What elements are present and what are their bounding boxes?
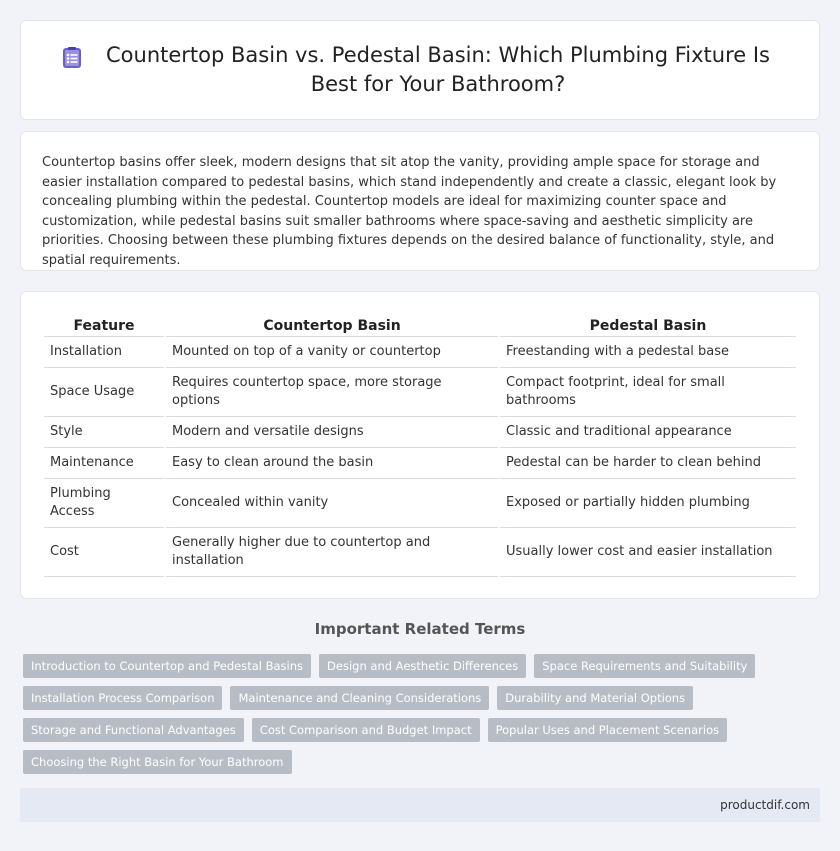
row-feature: Maintenance	[44, 448, 164, 479]
row-pedestal: Compact footprint, ideal for small bathrooms	[500, 368, 796, 417]
row-pedestal: Classic and traditional appearance	[500, 417, 796, 448]
related-terms-title: Important Related Terms	[314, 620, 526, 638]
intro-paragraph: Countertop basins offer sleek, modern designs that sit atop the vanity, providing ample space for storage and easier installation compared to pedestal basins, which stand independently and create a classic, elegant look by concealing plumbing within the pedestal. Countertop models are ideal for maximizing counter space and customization, while pedestal basins suit smaller bathrooms where space-saving and aesthetic simplicity are priorities. Choosing between these plumbing fixtures depends on the desired balance of functionality, style, and spatial requirements.	[42, 155, 777, 268]
table-header-row	[44, 314, 796, 337]
table-row	[44, 368, 796, 417]
header-card	[20, 20, 820, 120]
related-term-tag[interactable]: Popular Uses and Placement Scenarios	[488, 718, 728, 742]
related-term-tag[interactable]: Space Requirements and Suitability	[534, 654, 755, 678]
footer-site-name[interactable]: productdif.com	[720, 798, 810, 812]
row-pedestal: Pedestal can be harder to clean behind	[500, 448, 796, 479]
row-pedestal: Freestanding with a pedestal base	[500, 337, 796, 368]
related-term-tag[interactable]: Design and Aesthetic Differences	[319, 654, 526, 678]
related-term-tag[interactable]: Maintenance and Cleaning Considerations	[230, 686, 489, 710]
related-term-tag[interactable]: Introduction to Countertop and Pedestal Basins	[23, 654, 311, 678]
row-countertop: Concealed within vanity	[166, 479, 498, 528]
table-row	[44, 528, 796, 577]
comparison-card	[20, 291, 820, 599]
row-countertop: Easy to clean around the basin	[166, 448, 498, 479]
document-list-icon	[61, 47, 83, 73]
intro-card	[20, 131, 820, 271]
related-term-tag[interactable]: Durability and Material Options	[497, 686, 693, 710]
row-feature: Style	[44, 417, 164, 448]
table-row	[44, 448, 796, 479]
row-feature: Plumbing Access	[44, 479, 164, 528]
related-terms-list	[23, 654, 819, 774]
row-feature: Space Usage	[44, 368, 164, 417]
header-countertop: Countertop Basin	[166, 314, 498, 337]
row-countertop: Generally higher due to countertop and installation	[166, 528, 498, 577]
row-countertop: Mounted on top of a vanity or countertop	[166, 337, 498, 368]
table-row	[44, 337, 796, 368]
row-pedestal: Usually lower cost and easier installation	[500, 528, 796, 577]
page-title: Countertop Basin vs. Pedestal Basin: Which Plumbing Fixture Is Best for Your Bathroom?	[106, 43, 770, 96]
table-row	[44, 479, 796, 528]
related-term-tag[interactable]: Choosing the Right Basin for Your Bathroom	[23, 750, 292, 774]
row-countertop: Modern and versatile designs	[166, 417, 498, 448]
footer	[20, 788, 820, 822]
row-pedestal: Exposed or partially hidden plumbing	[500, 479, 796, 528]
row-feature: Cost	[44, 528, 164, 577]
row-countertop: Requires countertop space, more storage options	[166, 368, 498, 417]
header-feature: Feature	[44, 314, 164, 337]
row-feature: Installation	[44, 337, 164, 368]
related-term-tag[interactable]: Cost Comparison and Budget Impact	[252, 718, 480, 742]
header-pedestal: Pedestal Basin	[500, 314, 796, 337]
title-wrap	[61, 41, 779, 99]
table-row	[44, 417, 796, 448]
related-term-tag[interactable]: Installation Process Comparison	[23, 686, 222, 710]
comparison-table	[42, 314, 798, 577]
related-term-tag[interactable]: Storage and Functional Advantages	[23, 718, 244, 742]
